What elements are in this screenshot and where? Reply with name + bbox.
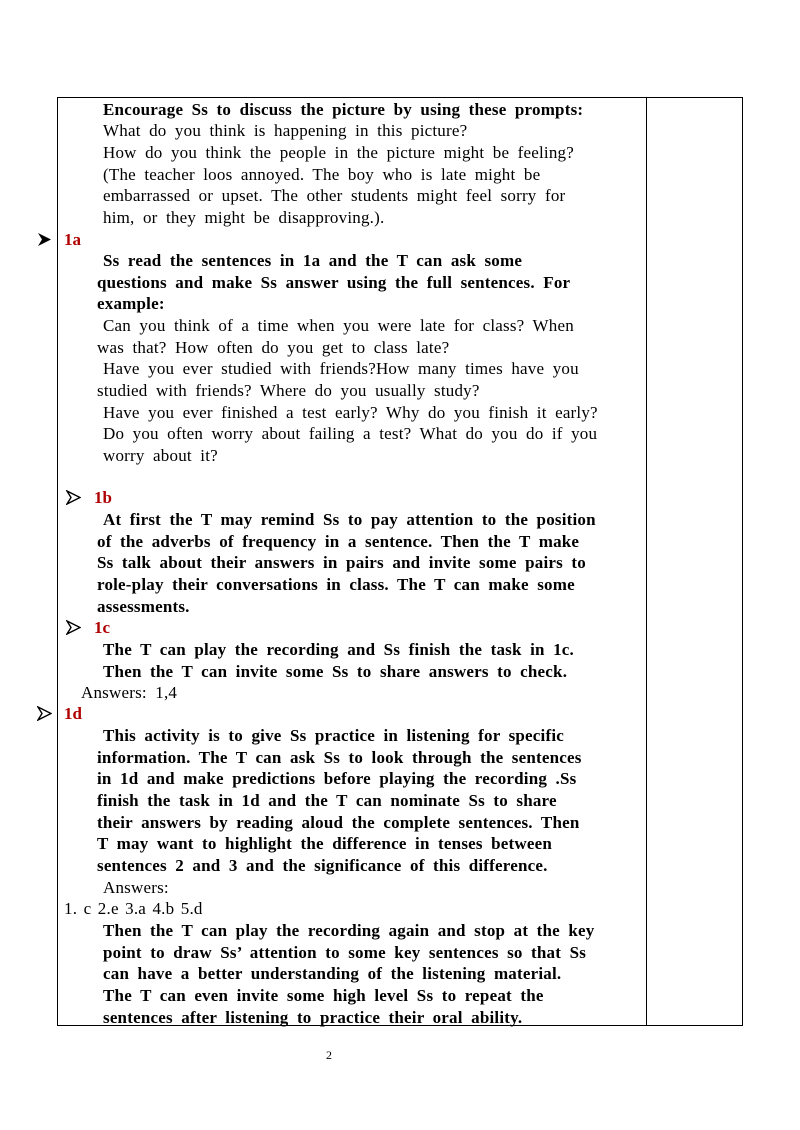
page-number: 2	[326, 1048, 332, 1062]
section-1d-line: can have a better understanding of the listening material.	[103, 964, 562, 983]
section-1b-line: role-play their conversations in class. The T can make some	[97, 575, 575, 594]
intro-line: (The teacher loos annoyed. The boy who is late might be	[103, 165, 541, 184]
section-heading-1a: 1a	[64, 230, 81, 249]
section-1d-answers: 1. c 2.e 3.a 4.b 5.d	[64, 899, 203, 918]
section-1d-line: The T can even invite some high level Ss to repeat the	[103, 986, 544, 1005]
section-1a-line: Have you ever studied with friends?How many times have you	[103, 359, 579, 378]
section-1d-line: Then the T can play the recording again and stop at the key	[103, 921, 595, 940]
section-1d-line: sentences after listening to practice their oral ability.	[103, 1008, 523, 1027]
bullet-arrow-icon	[66, 490, 81, 505]
section-1a-line: questions and make Ss answer using the full sentences. For	[97, 273, 571, 292]
section-1d-line: in 1d and make predictions before playing the recording .Ss	[97, 769, 577, 788]
intro-line: embarrassed or upset. The other students might feel sorry for	[103, 186, 566, 205]
section-1d-line: This activity is to give Ss practice in listening for specific	[103, 726, 564, 745]
intro-line: him, or they might be disapproving.).	[103, 208, 385, 227]
intro-line: Encourage Ss to discuss the picture by using these prompts:	[103, 100, 584, 119]
section-1d-line: finish the task in 1d and the T can nominate Ss to share	[97, 791, 557, 810]
section-1d-line: T may want to highlight the difference in tenses between	[97, 834, 553, 853]
section-1b-line: of the adverbs of frequency in a sentence. Then the T make	[97, 532, 580, 551]
section-1d-line: sentences 2 and 3 and the significance of this difference.	[97, 856, 548, 875]
section-1a-line: was that? How often do you get to class late?	[97, 338, 450, 357]
section-heading-1d: 1d	[64, 704, 82, 723]
section-1b-line: assessments.	[97, 597, 190, 616]
intro-line: How do you think the people in the picture might be feeling?	[103, 143, 574, 162]
column-divider	[646, 97, 647, 1026]
section-1d-line: their answers by reading aloud the complete sentences. Then	[97, 813, 580, 832]
section-1a-line: worry about it?	[103, 446, 218, 465]
section-heading-1b: 1b	[94, 488, 112, 507]
section-1c-answers: Answers: 1,4	[81, 683, 178, 702]
section-1a-line: Can you think of a time when you were late for class? When	[103, 316, 574, 335]
section-1a-line: Do you often worry about failing a test? What do you do if you	[103, 424, 598, 443]
bullet-arrow-icon	[37, 232, 52, 247]
section-1c-line: Then the T can invite some Ss to share answers to check.	[103, 662, 568, 681]
section-1b-line: Ss talk about their answers in pairs and invite some pairs to	[97, 553, 586, 572]
section-1d-line: point to draw Ss’ attention to some key sentences so that Ss	[103, 943, 587, 962]
section-1d-answers-label: Answers:	[103, 878, 169, 897]
section-heading-1c: 1c	[94, 618, 111, 637]
bullet-arrow-icon	[37, 706, 52, 721]
section-1b-line: At first the T may remind Ss to pay attention to the position	[103, 510, 596, 529]
section-1a-line: Have you ever finished a test early? Why do you finish it early?	[103, 403, 598, 422]
section-1a-line: studied with friends? Where do you usually study?	[97, 381, 480, 400]
bullet-arrow-icon	[66, 620, 81, 635]
section-1d-line: information. The T can ask Ss to look through the sentences	[97, 748, 582, 767]
intro-line: What do you think is happening in this picture?	[103, 121, 468, 140]
section-1a-line: Ss read the sentences in 1a and the T can ask some	[103, 251, 523, 270]
section-1a-line: example:	[97, 294, 165, 313]
section-1c-line: The T can play the recording and Ss finish the task in 1c.	[103, 640, 574, 659]
